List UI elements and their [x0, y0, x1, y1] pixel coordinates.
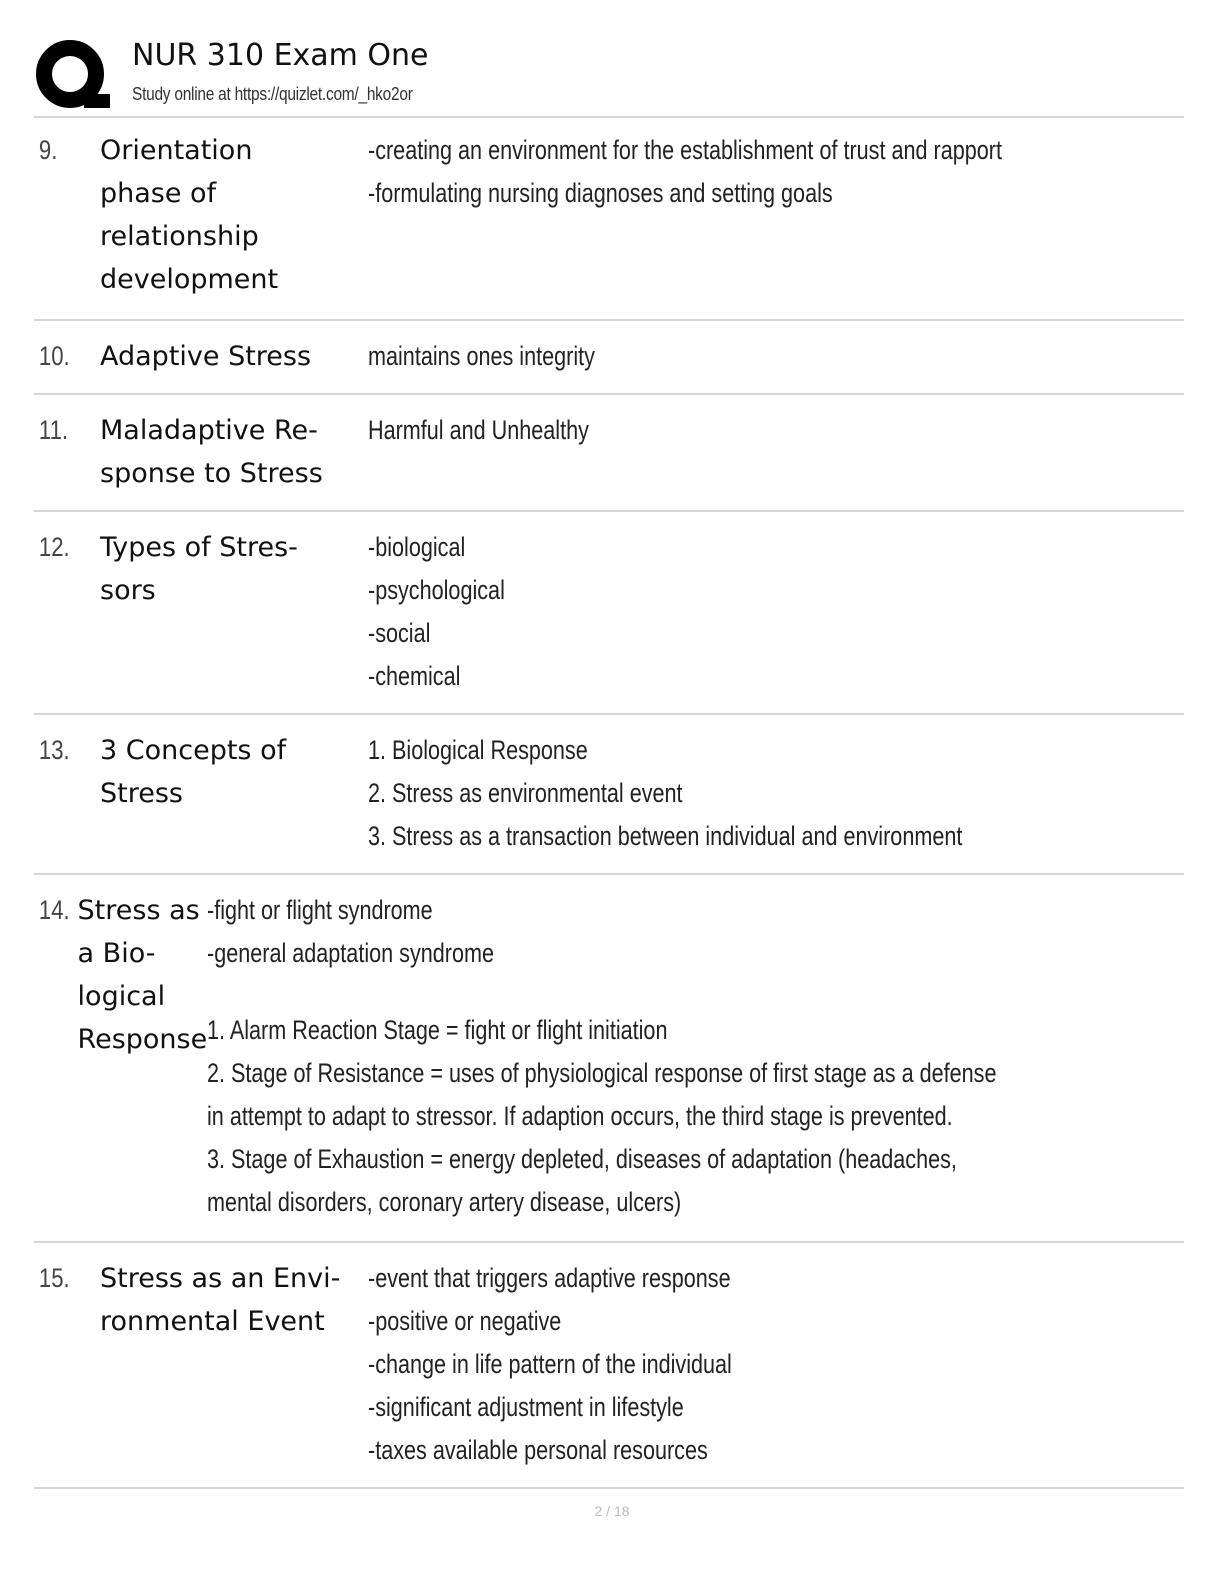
card-number: 15.: [38, 1263, 70, 1293]
flashcard: [34, 715, 1184, 875]
card-number: 13.: [38, 735, 70, 765]
definition-line: 3. Stress as a transaction between individual and environment: [368, 821, 963, 851]
definition-line: -creating an environment for the establishment of trust and rapport: [368, 135, 1002, 165]
flashcard: [34, 875, 1184, 1243]
definition-line: maintains ones integrity: [368, 341, 595, 371]
term-line: Maladaptive Re-: [100, 415, 318, 446]
term-line: phase of: [100, 178, 217, 209]
card-term: [100, 409, 368, 510]
definition-line: -change in life pattern of the individual: [368, 1349, 732, 1379]
page-header: [34, 36, 1184, 114]
card-number: 12.: [38, 532, 70, 562]
card-number: 11.: [38, 415, 69, 445]
term-line: Types of Stres-: [100, 532, 298, 563]
term-line: ronmental Event: [100, 1306, 325, 1337]
card-term: [100, 526, 368, 713]
card-number: 14.: [38, 895, 70, 925]
definition-line: Harmful and Unhealthy: [368, 415, 589, 445]
definition-line: -taxes available personal resources: [368, 1435, 708, 1465]
card-term: [100, 729, 368, 873]
paragraph-gap: [207, 975, 1194, 1009]
study-online-link[interactable]: Study online at https://quizlet.com/_hko2or: [132, 84, 413, 104]
term-line: logical Response: [77, 981, 208, 1055]
document-title: NUR 310 Exam One: [132, 38, 429, 73]
definition-line: 2. Stress as environmental event: [368, 778, 683, 808]
card-number: 10.: [38, 341, 70, 371]
card-definition: [368, 129, 1184, 319]
definition-line: -event that triggers adaptive response: [368, 1263, 731, 1293]
definition-line: -fight or flight syndrome: [207, 895, 433, 925]
card-definition: [368, 526, 1184, 713]
page-number: 2 / 18: [594, 1503, 630, 1519]
flashcard: [34, 1243, 1184, 1489]
term-line: sponse to Stress: [100, 458, 323, 489]
definition-line: -general adaptation syndrome: [207, 938, 495, 968]
card-definition: [368, 1257, 1184, 1487]
card-number: 9.: [38, 135, 58, 165]
card-term: [100, 129, 368, 319]
definition-line: -formulating nursing diagnoses and setting goals: [368, 178, 833, 208]
term-line: relationship: [100, 221, 259, 252]
card-definition: [207, 889, 1194, 1241]
term-line: sors: [100, 575, 156, 606]
card-term: [100, 335, 368, 393]
flashcard: [34, 118, 1184, 321]
flashcard: [34, 395, 1184, 512]
flashcard: [34, 321, 1184, 395]
definition-line: -psychological: [368, 575, 505, 605]
card-term: [78, 889, 208, 1241]
term-line: Orientation: [100, 135, 253, 166]
card-definition: [368, 729, 1184, 873]
card-definition: [368, 335, 1184, 393]
definition-line: -social: [368, 618, 431, 648]
flashcard: [34, 512, 1184, 715]
flashcard-list: [34, 118, 1184, 1489]
definition-line: -positive or negative: [368, 1306, 562, 1336]
definition-line: -biological: [368, 532, 466, 562]
definition-line: 2. Stage of Resistance = uses of physiological response of first stage as a defense: [207, 1058, 997, 1088]
term-line: Adaptive Stress: [100, 341, 312, 372]
definition-line: -chemical: [368, 661, 461, 691]
term-line: Stress: [100, 778, 183, 809]
term-line: Stress as an Envi-: [100, 1263, 341, 1294]
term-line: development: [100, 264, 279, 295]
term-line: 3 Concepts of: [100, 735, 287, 766]
quizlet-logo-icon: [34, 36, 112, 114]
definition-line: -significant adjustment in lifestyle: [368, 1392, 684, 1422]
card-term: [100, 1257, 368, 1487]
definition-line: mental disorders, coronary artery disease, ulcers): [207, 1187, 682, 1217]
term-line: Stress as a Bio-: [77, 895, 200, 969]
definition-line: 1. Alarm Reaction Stage = fight or flight initiation: [207, 1015, 668, 1045]
definition-line: 3. Stage of Exhaustion = energy depleted, diseases of adaptation (headaches,: [207, 1144, 958, 1174]
card-definition: [368, 409, 1184, 510]
definition-line: in attempt to adapt to stressor. If adaption occurs, the third stage is prevented.: [207, 1101, 953, 1131]
definition-line: 1. Biological Response: [368, 735, 588, 765]
